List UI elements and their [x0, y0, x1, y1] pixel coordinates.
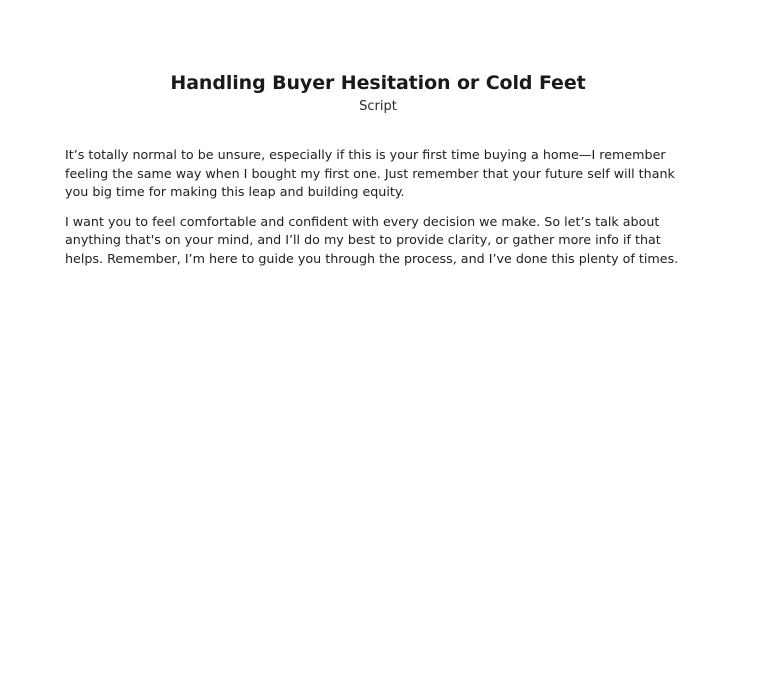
paragraph: It’s totally normal to be unsure, especially if this is your first time buying a home—I remember feeling the same way when I bought my first one. Just remember that your future self will thank you big time for making this leap and building equity.	[65, 147, 675, 199]
document-title: Handling Buyer Hesitation or Cold Feet	[170, 72, 586, 94]
document	[65, 68, 691, 279]
document-subtitle: Script	[359, 99, 397, 114]
paragraph: I want you to feel comfortable and confident with every decision we make. So let’s talk about anything that's on your mind, and I’ll do my best to provide clarity, or gather more info if that helps. Remember, I’m here to guide you through the process, and I’ve done this plenty of times.	[65, 213, 679, 266]
document-body	[65, 146, 691, 268]
